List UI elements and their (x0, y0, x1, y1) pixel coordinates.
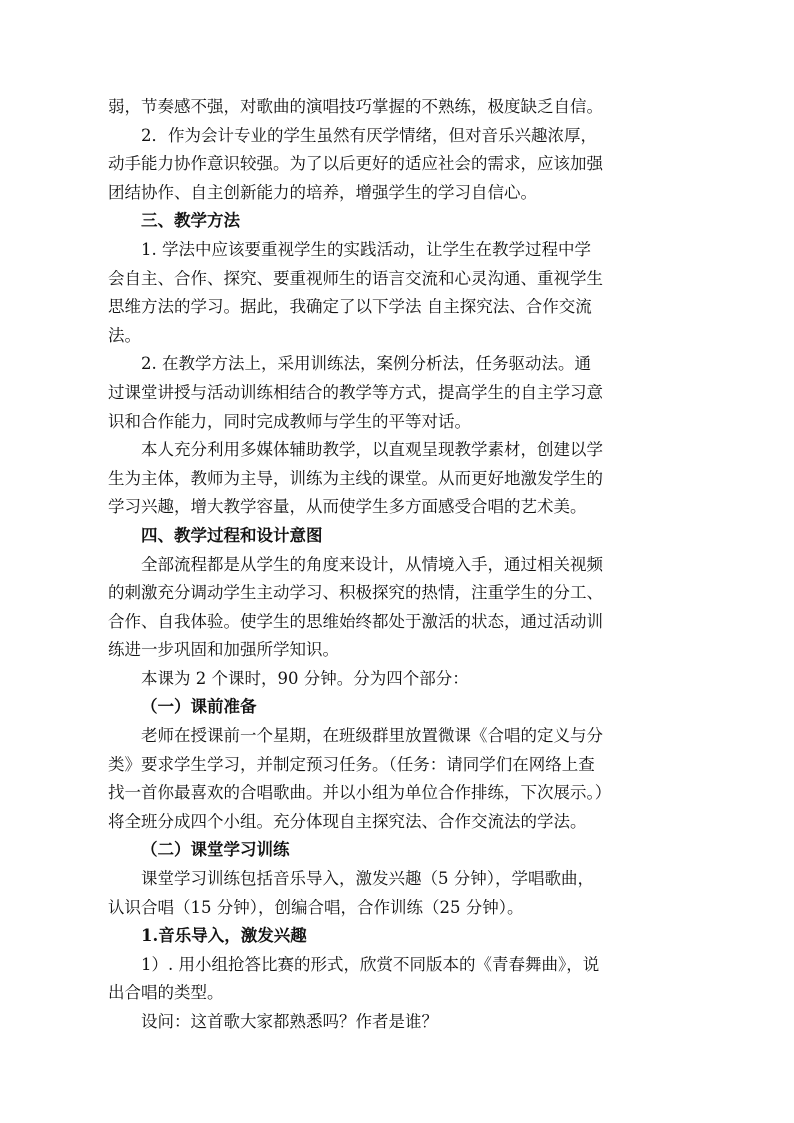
paragraph-line: 将全班分成四个小组。充分体现自主探究法、合作交流法的学法。 (108, 811, 587, 831)
paragraph-line: 认识合唱（15 分钟），创编合唱，合作训练（25 分钟）。 (108, 897, 524, 917)
section-heading: （一）课前准备 (141, 697, 257, 717)
paragraph-line: 生为主体，教师为主导，训练为主线的课堂。从而更好地激发学生的 (108, 468, 603, 488)
paragraph-line: 类》要求学生学习，并制定预习任务。（任务：请同学们在网络上查 (108, 754, 595, 774)
paragraph-line: 老师在授课前一个星期，在班级群里放置微课《合唱的定义与分 (141, 726, 603, 746)
paragraph-line: 课堂学习训练包括音乐导入，激发兴趣（5 分钟），学唱歌曲， (141, 869, 594, 889)
paragraph-line: 出合唱的类型。 (108, 983, 224, 1003)
paragraph-line: 动手能力协作意识较强。为了以后更好的适应社会的需求，应该加强 (108, 154, 603, 174)
paragraph-line: 会自主、合作、探究、要重视师生的语言交流和心灵沟通、重视学生 (108, 268, 603, 288)
paragraph-line: 团结协作、自主创新能力的培养，增强学生的学习自信心。 (108, 182, 537, 202)
paragraph-line: 全部流程都是从学生的角度来设计，从情境入手，通过相关视频 (141, 554, 603, 574)
paragraph-line: 法。 (108, 325, 141, 345)
paragraph-line: 弱，节奏感不强，对歌曲的演唱技巧掌握的不熟练，极度缺乏自信。 (108, 97, 603, 116)
paragraph-line: 2. 在教学方法上，采用训练法，案例分析法，任务驱动法。通 (141, 354, 591, 374)
document-page (108, 93, 680, 1037)
paragraph-line: 找一首你最喜欢的合唱歌曲。并以小组为单位合作排练，下次展示。） (108, 783, 612, 803)
section-heading: 三、教学方法 (141, 211, 240, 231)
section-heading: （二）课堂学习训练 (141, 840, 290, 860)
section-heading: 1.音乐导入，激发兴趣 (141, 926, 307, 946)
paragraph-line: 本人充分利用多媒体辅助教学，以直观呈现教学素材，创建以学 (141, 440, 603, 460)
paragraph-line: 合作、自我体验。使学生的思维始终都处于激活的状态，通过活动训 (108, 611, 603, 631)
paragraph-line: 本课为 2 个课时，90 分钟。分为四个部分： (141, 668, 469, 688)
section-heading: 四、教学过程和设计意图 (141, 525, 323, 545)
paragraph-line: 2．作为会计专业的学生虽然有厌学情绪，但对音乐兴趣浓厚， (141, 125, 597, 145)
paragraph-line: 练进一步巩固和加强所学知识。 (108, 640, 339, 660)
paragraph-line: 识和合作能力，同时完成教师与学生的平等对话。 (108, 411, 471, 431)
paragraph-line: 的刺激充分调动学生主动学习、积极探究的热情，注重学生的分工、 (108, 583, 603, 603)
paragraph-line: 1）. 用小组抢答比赛的形式，欣赏不同版本的《青春舞曲》，说 (141, 954, 600, 974)
paragraph-line: 1. 学法中应该要重视学生的实践活动，让学生在教学过程中学 (141, 239, 591, 259)
paragraph-line: 设问：这首歌大家都熟悉吗？作者是谁？ (141, 1012, 438, 1031)
paragraph-line: 学习兴趣，增大教学容量，从而使学生多方面感受合唱的艺术美。 (108, 497, 587, 517)
paragraph-line: 思维方法的学习。据此，我确定了以下学法 自主探究法、合作交流 (108, 297, 592, 317)
paragraph-line: 过课堂讲授与活动训练相结合的教学等方式，提高学生的自主学习意 (108, 382, 603, 402)
